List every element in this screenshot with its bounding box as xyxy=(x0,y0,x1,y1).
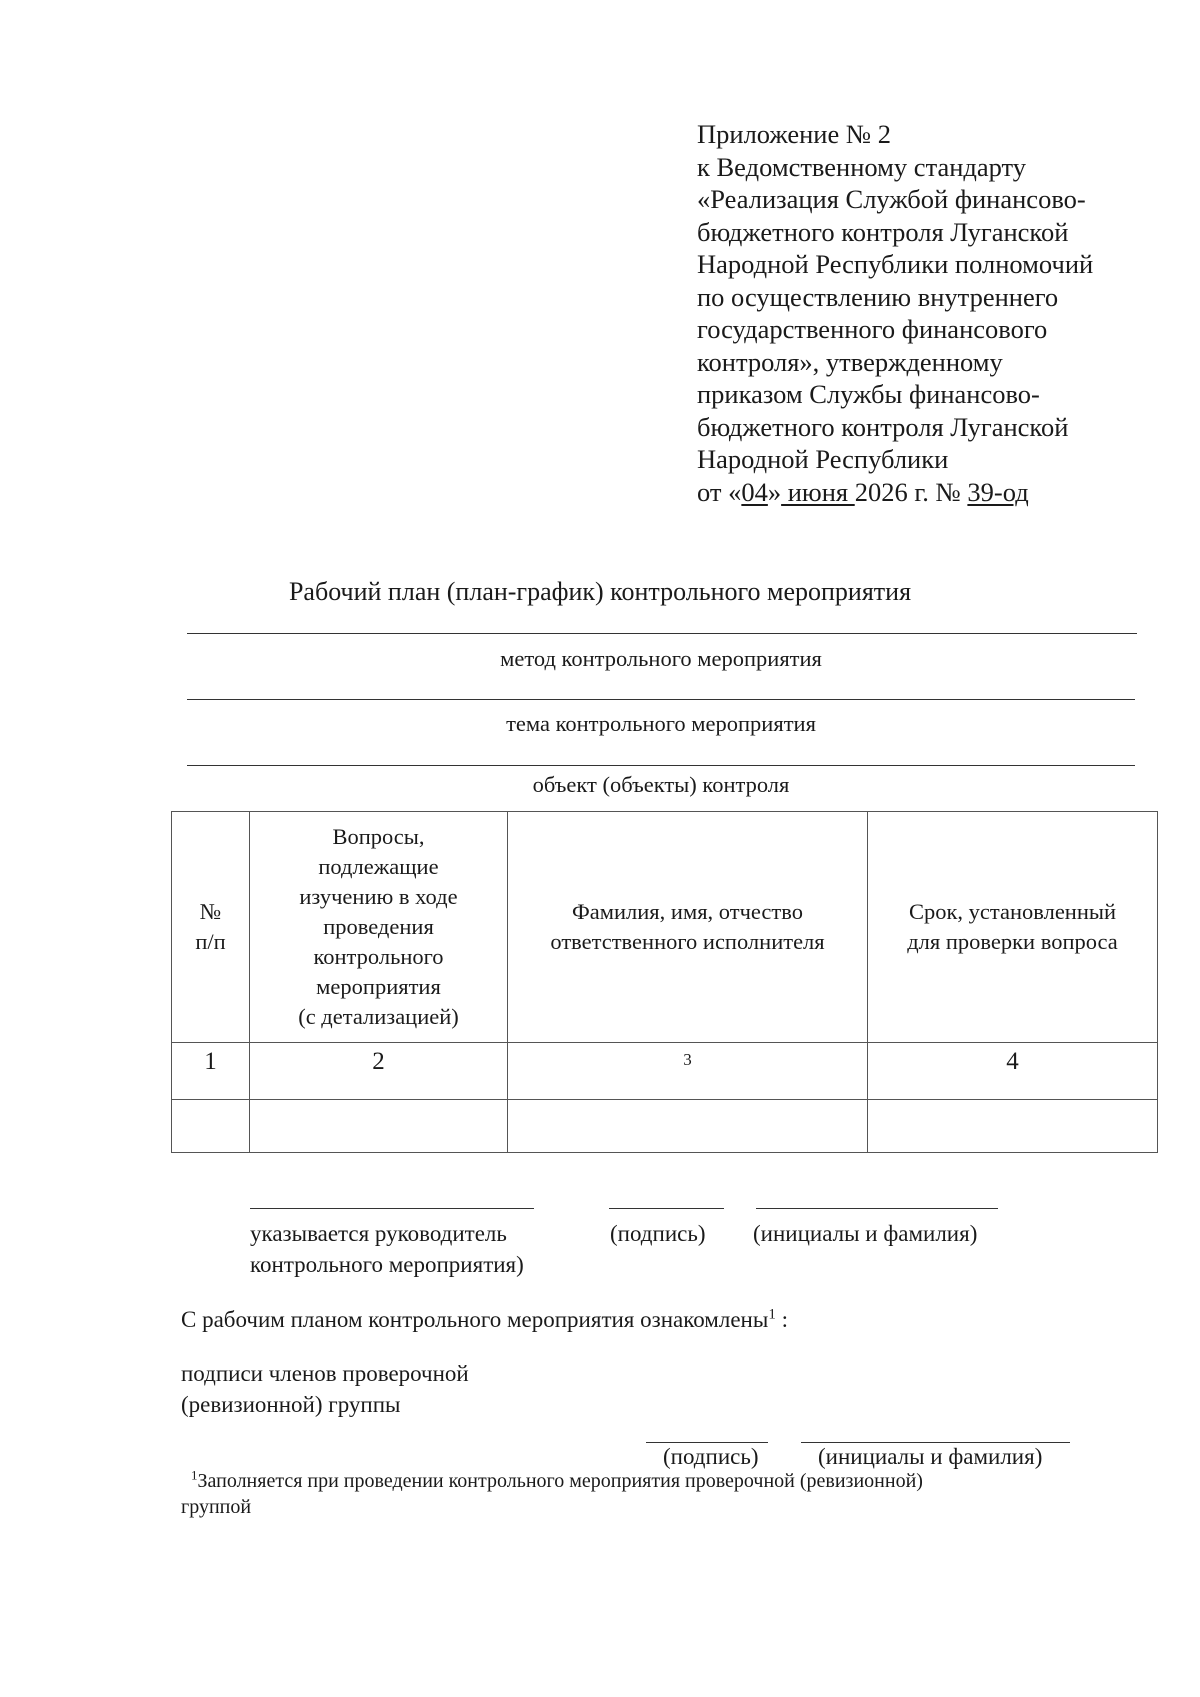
head-position-line xyxy=(250,1208,534,1209)
appendix-line: контроля», утвержденному xyxy=(697,346,1003,377)
appendix-line: бюджетного контроля Луганской xyxy=(697,411,1069,442)
col-number-2: 2 xyxy=(250,1043,508,1100)
col-number-4: 4 xyxy=(868,1043,1158,1100)
acquainted-colon: : xyxy=(775,1307,788,1332)
table-cell[interactable] xyxy=(172,1100,250,1153)
method-caption: метод контрольного мероприятия xyxy=(500,646,822,671)
header-number: № п/п xyxy=(172,812,250,1043)
table-header-row xyxy=(172,812,1158,1043)
head-name-caption: (инициалы и фамилия) xyxy=(753,1221,978,1246)
appendix-line: «Реализация Службой финансово- xyxy=(697,184,1086,214)
member-name-caption: (инициалы и фамилия) xyxy=(818,1444,1043,1469)
col-number-1: 1 xyxy=(172,1043,250,1100)
head-name-line xyxy=(756,1208,998,1209)
table-cell[interactable] xyxy=(250,1100,508,1153)
date-quote: » xyxy=(767,476,782,507)
members-caption-1: подписи членов проверочной xyxy=(181,1361,469,1386)
topic-caption: тема контрольного мероприятия xyxy=(506,711,816,736)
object-line xyxy=(187,765,1135,766)
appendix-line: по осуществлению внутреннего xyxy=(697,281,1059,312)
table-cell[interactable] xyxy=(508,1100,868,1153)
header-deadline: Срок, установленный для проверки вопроса xyxy=(868,812,1158,1043)
footnote-mark: 1 xyxy=(191,1467,198,1483)
appendix-line: бюджетного контроля Луганской xyxy=(697,216,1069,247)
appendix-line: государственного финансового xyxy=(697,314,1048,344)
footnote-line-1 xyxy=(181,1467,923,1492)
document-title: Рабочий план (план-график) контрольного мероприятия xyxy=(288,577,912,606)
head-signature-caption: (подпись) xyxy=(610,1221,706,1246)
appendix-line: Приложение № 2 xyxy=(697,119,892,149)
date-prefix: от « xyxy=(697,476,742,507)
appendix-header xyxy=(697,118,1157,508)
header-questions: Вопросы, подлежащие изучению в ходе проведения контрольного мероприятия (с детализацией) xyxy=(250,812,508,1043)
footnote-text: Заполняется при проведении контрольного мероприятия проверочной (ревизионной) xyxy=(197,1470,923,1492)
member-signature-caption: (подпись) xyxy=(663,1444,759,1469)
topic-line xyxy=(187,699,1135,700)
footnote-line-2: группой xyxy=(181,1496,252,1518)
footnote xyxy=(181,1468,1161,1520)
work-plan-table xyxy=(171,811,1158,1153)
date-year: 2026 г. № xyxy=(854,476,968,507)
head-position-caption-2: контрольного мероприятия) xyxy=(250,1252,524,1277)
order-number: 39-од xyxy=(967,476,1029,507)
footnote-reference: 1 xyxy=(768,1306,776,1323)
appendix-line: Народной Республики полномочий xyxy=(697,249,1094,279)
object-caption: объект (объекты) контроля xyxy=(532,772,790,797)
table-row xyxy=(172,1100,1158,1153)
date-day: 04 xyxy=(741,476,768,507)
members-caption-2: (ревизионной) группы xyxy=(181,1392,401,1417)
head-signature-line xyxy=(609,1208,724,1209)
table-numbering-row xyxy=(172,1043,1158,1100)
appendix-line: приказом Службы финансово- xyxy=(697,379,1040,409)
acquainted-text: С рабочим планом контрольного мероприятия ознакомлены xyxy=(181,1307,769,1332)
acquainted-statement xyxy=(181,1304,788,1335)
order-date-line xyxy=(697,476,1157,509)
appendix-line: к Ведомственному стандарту xyxy=(697,151,1027,182)
method-line xyxy=(187,633,1137,634)
table-cell[interactable] xyxy=(868,1100,1158,1153)
header-executor: Фамилия, имя, отчество ответственного исполнителя xyxy=(508,812,868,1043)
date-month: июня xyxy=(781,476,855,507)
col-number-3: 3 xyxy=(508,1043,868,1100)
appendix-line: Народной Республики xyxy=(697,444,949,474)
head-position-caption: указывается руководитель xyxy=(250,1221,507,1246)
